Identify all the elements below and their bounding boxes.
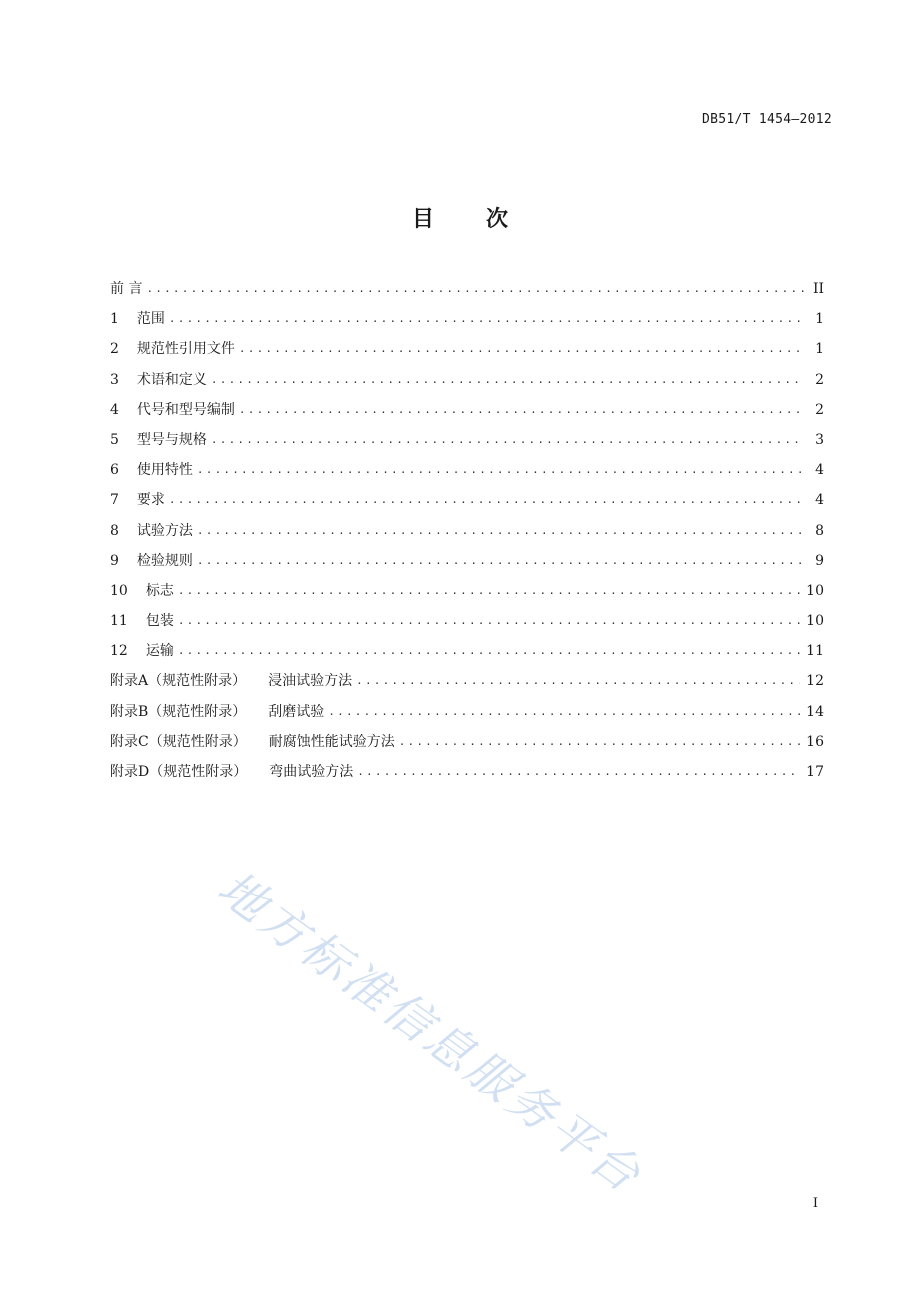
toc-entry-page: 14 <box>806 703 824 720</box>
toc-leader-dots <box>239 399 804 421</box>
toc-entry-page: 17 <box>806 764 824 780</box>
toc-entry[interactable] <box>110 369 824 399</box>
toc-entry[interactable] <box>110 489 824 519</box>
toc-entry-number: 4 <box>110 401 119 418</box>
toc-leader-dots <box>211 369 804 391</box>
toc-entry[interactable] <box>110 761 824 791</box>
toc-entry-number: 10 <box>110 582 128 599</box>
toc-leader-dots <box>197 550 804 572</box>
toc-entry-number: 7 <box>110 492 119 509</box>
document-code: DB51/T 1454—2012 <box>701 112 832 127</box>
toc-entry-label: 代号和型号编制 <box>136 401 235 418</box>
title-char-1: 目 <box>411 207 434 232</box>
toc-entry-label: 使用特性 <box>136 462 193 479</box>
toc-leader-dots <box>178 580 800 602</box>
toc-entry-label: 包装 <box>145 613 174 630</box>
toc-entry-number: 3 <box>110 371 119 388</box>
toc-entry-page: 1 <box>815 341 824 358</box>
toc-leader-dots <box>197 459 804 481</box>
toc-entry-label: 浸油试验方法 <box>268 673 353 690</box>
toc-leader-dots <box>239 338 804 360</box>
toc-entry-page: 12 <box>806 673 824 690</box>
toc-entry-label: 检验规则 <box>136 552 193 569</box>
toc-entry-page: II <box>812 281 824 297</box>
toc-entry-number: 附录D（规范性附录） <box>110 764 248 780</box>
toc-entry-label: 要求 <box>136 492 165 509</box>
toc-entry-number: 附录B（规范性附录） <box>110 703 247 720</box>
toc-entry-number: 附录C（规范性附录） <box>110 733 247 750</box>
toc-entry-number: 8 <box>110 522 119 539</box>
toc-entry[interactable] <box>110 338 824 368</box>
toc-leader-dots <box>178 640 800 662</box>
toc-leader-dots <box>178 610 800 632</box>
table-of-contents <box>110 278 824 791</box>
toc-entry-number: 9 <box>110 552 119 569</box>
toc-entry-label: 弯曲试验方法 <box>269 764 354 780</box>
toc-entry-label: 术语和定义 <box>136 371 207 388</box>
toc-entry-label: 型号与规格 <box>136 431 207 448</box>
toc-leader-dots <box>169 308 804 330</box>
toc-entry[interactable] <box>110 731 824 761</box>
page-title <box>0 202 920 233</box>
toc-entry-number: 2 <box>110 341 119 358</box>
toc-entry[interactable] <box>110 610 824 640</box>
toc-entry[interactable] <box>110 670 824 700</box>
toc-entry-page: 2 <box>815 401 824 418</box>
toc-leader-dots <box>211 429 804 451</box>
toc-entry-number: 1 <box>110 311 119 328</box>
toc-entry[interactable] <box>110 520 824 550</box>
toc-entry-label: 运输 <box>145 643 174 660</box>
toc-entry[interactable] <box>110 701 824 731</box>
toc-entry[interactable] <box>110 429 824 459</box>
toc-entry-number: 11 <box>110 613 128 630</box>
toc-entry[interactable] <box>110 580 824 610</box>
toc-leader-dots <box>197 520 804 542</box>
watermark: 地方标准信息服务平台 <box>207 860 653 1205</box>
toc-leader-dots <box>146 278 804 300</box>
toc-leader-dots <box>357 761 800 783</box>
toc-entry-page: 9 <box>815 552 824 569</box>
toc-entry-page: 4 <box>815 492 824 509</box>
toc-entry-page: 10 <box>806 613 824 630</box>
toc-entry[interactable] <box>110 459 824 489</box>
toc-leader-dots <box>169 489 804 511</box>
toc-entry-page: 2 <box>815 371 824 388</box>
toc-leader-dots <box>399 731 800 753</box>
toc-entry-label: 刮磨试验 <box>268 703 325 720</box>
toc-entry-number: 附录A（规范性附录） <box>110 673 247 690</box>
toc-entry-label: 规范性引用文件 <box>136 341 235 358</box>
toc-entry-number: 6 <box>110 462 119 479</box>
toc-entry[interactable] <box>110 640 824 670</box>
toc-entry-label: 标志 <box>145 582 174 599</box>
toc-leader-dots <box>356 670 800 692</box>
toc-entry[interactable] <box>110 550 824 580</box>
toc-entry-label: 试验方法 <box>136 522 193 539</box>
toc-entry-page: 10 <box>806 582 824 599</box>
toc-entry-page: 16 <box>806 733 824 750</box>
toc-entry[interactable] <box>110 278 824 308</box>
toc-entry-label: 范围 <box>136 311 165 328</box>
toc-entry-page: 4 <box>815 462 824 479</box>
toc-entry-number: 12 <box>110 643 128 660</box>
toc-entry-page: 1 <box>815 311 824 328</box>
title-char-2: 次 <box>486 207 509 232</box>
toc-entry-number: 5 <box>110 431 119 448</box>
toc-entry-page: 3 <box>815 431 824 448</box>
toc-entry-page: 11 <box>806 643 824 660</box>
toc-entry[interactable] <box>110 308 824 338</box>
page-number: I <box>812 1196 818 1211</box>
toc-entry-label: 前 言 <box>110 281 143 297</box>
toc-entry-page: 8 <box>815 522 824 539</box>
toc-entry-label: 耐腐蚀性能试验方法 <box>268 733 395 750</box>
toc-leader-dots <box>328 701 800 723</box>
toc-entry[interactable] <box>110 399 824 429</box>
